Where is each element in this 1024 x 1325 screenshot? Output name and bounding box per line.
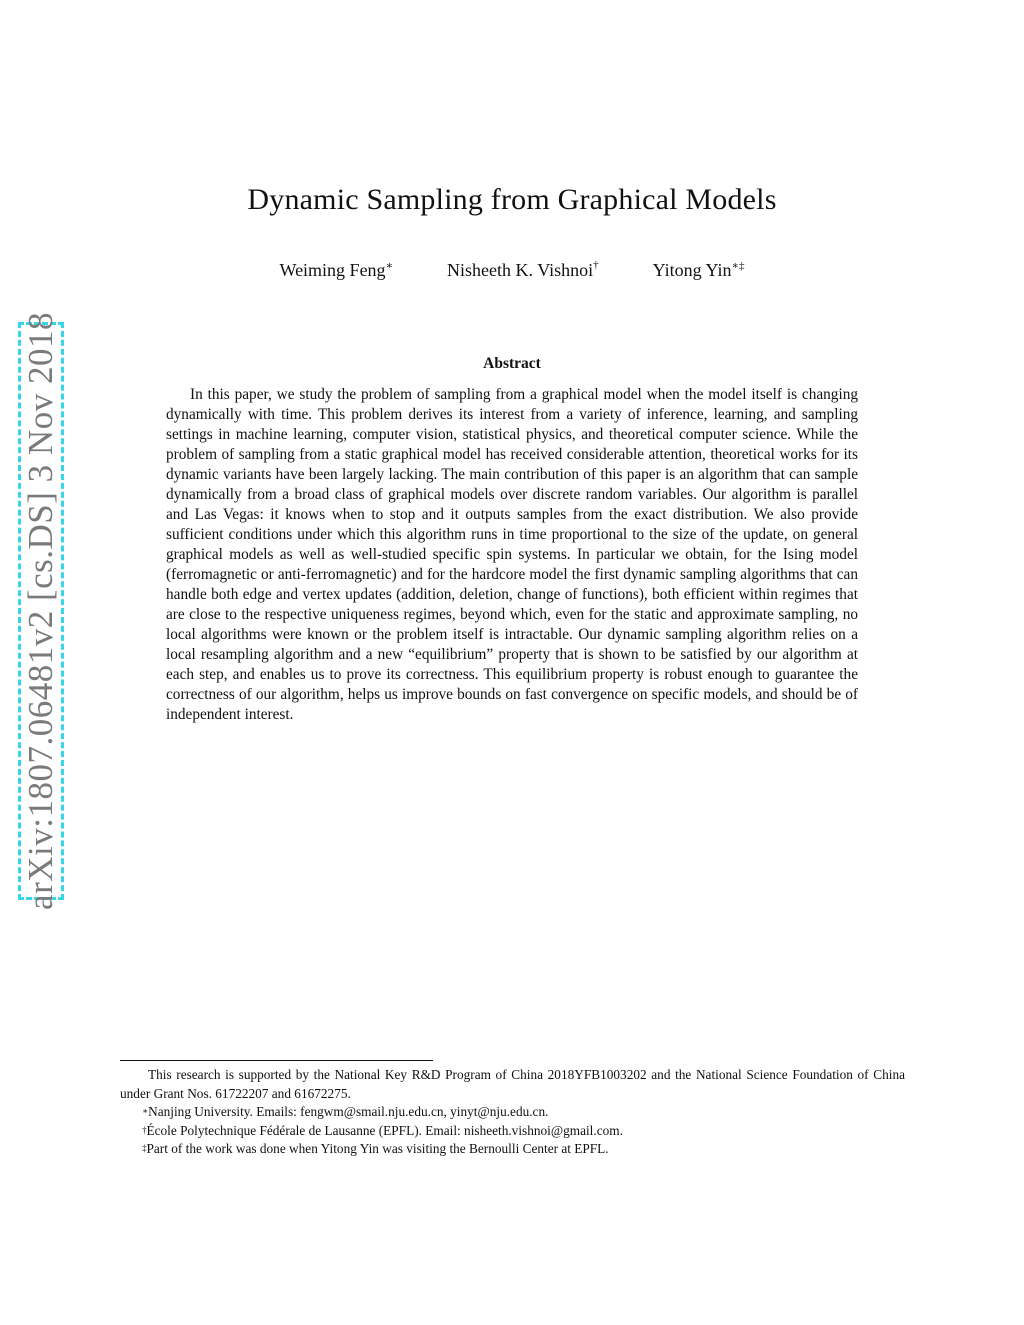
abstract-text: In this paper, we study the problem of sampling from a graphical model when the model itself is changing dynamically with time. This problem derives its interest from a variety of inference, learning, and sampling settings in machine learning, computer vision, statistical physics, and theoretical computer science. While the problem of sampling from a static graphical model has received considerable attention, theoretical works for its dynamic variants have been largely lacking. The main contribution of this paper is an algorithm that can sample dynamically from a broad class of graphical models over discrete random variables. Our algorithm is parallel and Las Vegas: it knows when to stop and it outputs samples from the exact distribution. We also provide sufficient conditions under which this algorithm runs in time proportional to the size of the update, on general graphical models as well as well-studied specific spin systems. In particular we obtain, for the Ising model (ferromagnetic or anti-ferromagnetic) and for the hardcore model the first dynamic sampling algorithms that can handle both edge and vertex updates (addition, deletion, change of functions), both efficient within regimes that are close to the respective uniqueness regimes, beyond which, even for the static and approximate sampling, no local algorithms were known or the problem itself is intractable. Our dynamic sampling algorithm relies on a local resampling algorithm and a new “equilibrium” property that is shown to be satisfied by our algorithm at each step, and enables us to prove its correctness. This equilibrium property is robust enough to guarantee the correctness of our algorithm, helps us improve bounds on fast convergence on specific models, and should be of independent interest. [166,386,858,723]
footnotes [120,1066,905,1159]
footnote-text: École Polytechnique Fédérale de Lausanne (EPFL). Email: nisheeth.vishnoi@gmail.com. [146,1122,623,1138]
arxiv-stamp[interactable] [18,312,64,910]
footnote-mark: ‡ [142,1143,147,1153]
footnote [120,1140,905,1159]
funding-footnote: This research is supported by the National Key R&D Program of China 2018YFB1003202 and the National Science Foundation of China under Grant Nos. 61722207 and 61672275. [120,1067,905,1101]
author-name: Weiming Feng [279,260,386,280]
author-name: Nisheeth K. Vishnoi [447,260,594,280]
author-name: Yitong Yin [652,260,732,280]
abstract-heading: Abstract [483,355,541,372]
footnote [120,1103,905,1122]
author-list [0,260,1024,281]
author-affiliation-mark: † [593,259,599,271]
footnote-text: Nanjing University. Emails: fengwm@smail.nju.edu.cn, yinyt@nju.edu.cn. [148,1104,549,1119]
author-affiliation-mark: ∗‡ [731,260,745,272]
author-affiliation-mark: ∗ [385,260,394,272]
footnote-mark: ∗ [142,1106,149,1116]
footnote [120,1122,905,1141]
paper-title: Dynamic Sampling from Graphical Models [247,183,777,216]
author [447,260,599,281]
author [653,260,745,281]
author [280,260,394,281]
footnote-mark: † [142,1124,147,1135]
footnote-divider [120,1060,433,1061]
arxiv-identifier: arXiv:1807.06481v2 [cs.DS] 3 Nov 2018 [21,312,60,910]
footnote-text: Part of the work was done when Yitong Yin was visiting the Bernoulli Center at EPFL. [146,1141,609,1156]
